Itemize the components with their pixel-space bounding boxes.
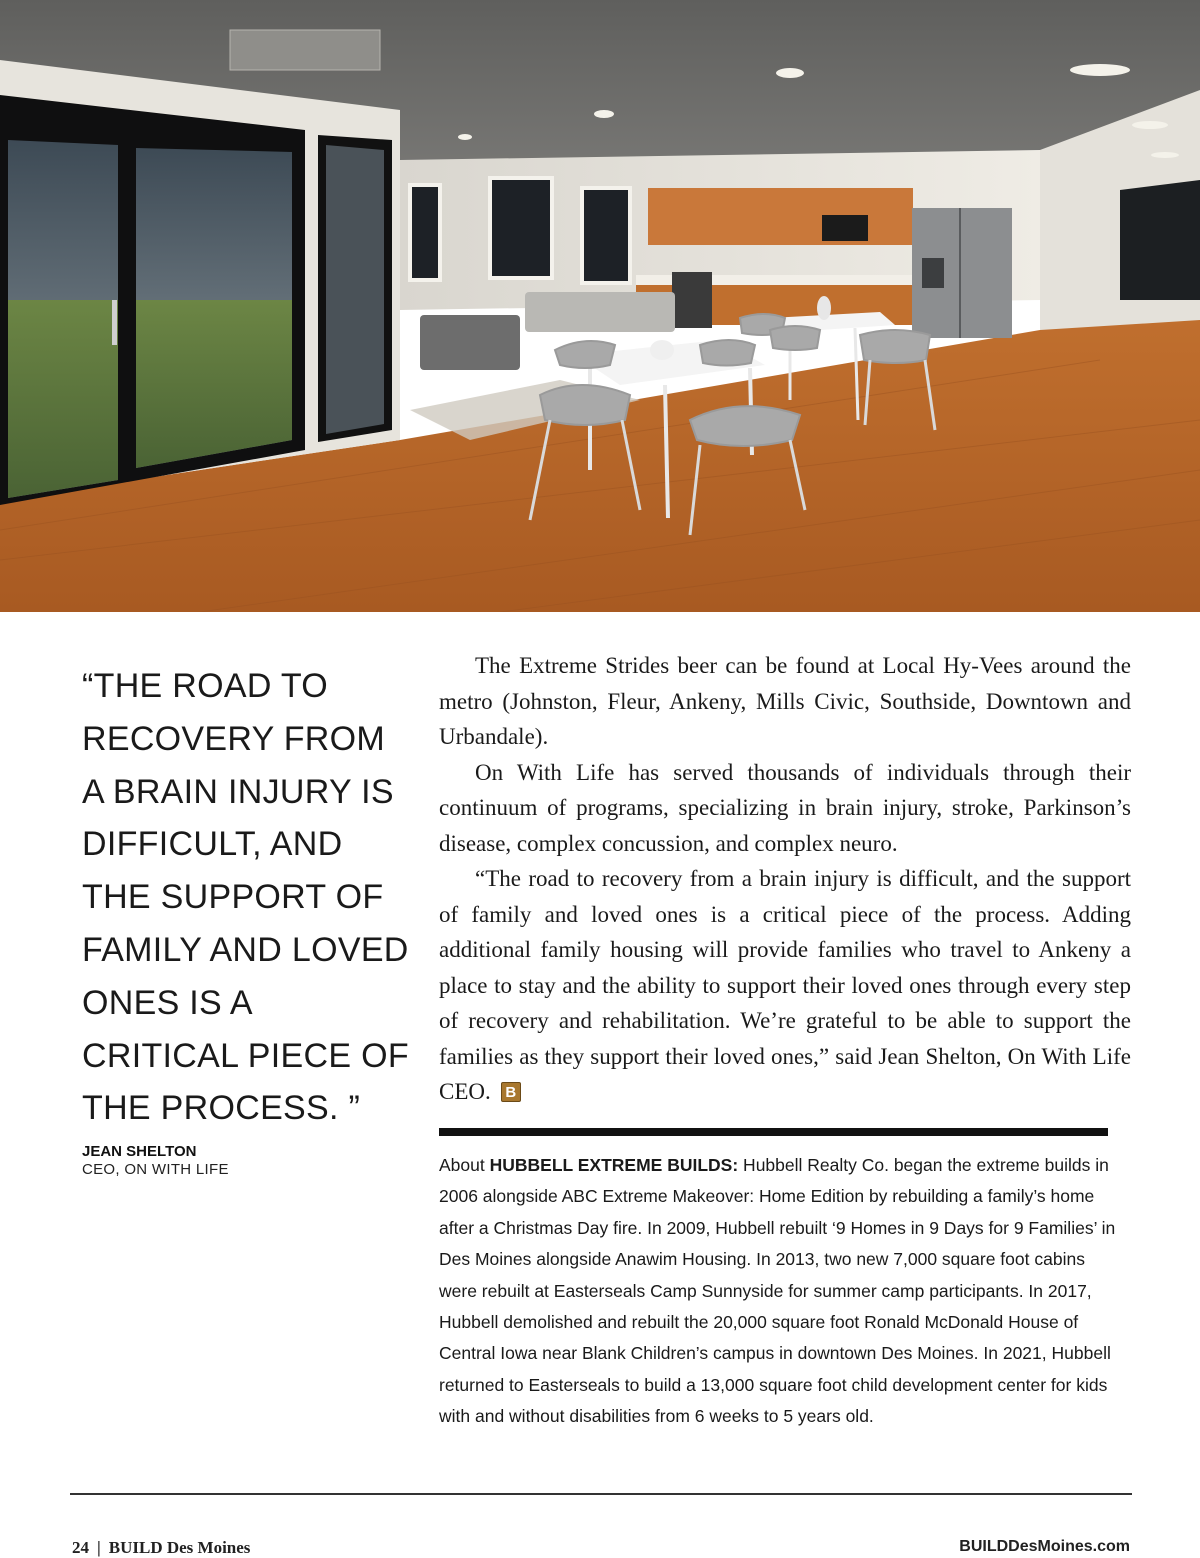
page-number: 24 [72, 1538, 89, 1557]
about-text: Hubbell Realty Co. began the extreme builds in 2006 alongside ABC Extreme Makeover: Home Edition by rebuilding a family’s home after a Christmas Day fire. In 2009, Hubbell rebuilt ‘9 Homes in 9 Days for 9 Families’ in Des Moines alongside Anawim Housing. In 2013, two new 7,000 square foot cabins were rebuilt at Easterseals Camp Sunnyside for summer camp participants. In 2017, Hubbell demolished and rebuilt the 20,000 square foot Ronald McDonald House of Central Iowa near Blank Children’s campus in downtown Des Moines. In 2021, Hubbell returned to Easterseals to build a 13,000 square foot child development center for kids with and without disabilities from 6 weeks to 5 years old. [439, 1155, 1116, 1427]
hero-interior-rendering [0, 0, 1200, 612]
article-body [439, 648, 1131, 1110]
publication-name: BUILD Des Moines [108, 1538, 251, 1557]
footer-folio [72, 1538, 250, 1558]
about-lead: About [439, 1155, 490, 1175]
about-company: HUBBELL EXTREME BUILDS: [489, 1155, 739, 1175]
body-paragraph-text: “The road to recovery from a brain injury is difficult, and the support of family and loved ones is a critical piece of the process. Adding additional family housing will provide families who travel to Ankeny a place to stay and the ability to support their loved ones through every step of recovery and rehabilitation. We’re grateful to be able to support the families as they support their loved ones,” said Jean Shelton, On With Life CEO. [439, 866, 1131, 1104]
footer-separator: | [97, 1538, 101, 1557]
body-paragraph: The Extreme Strides beer can be found at Local Hy-Vees around the metro (Johnston, Fleur, Ankeny, Mills Civic, Southside, Downtown and Urbandale). [439, 653, 1131, 749]
body-paragraph [439, 861, 1131, 1110]
section-divider [439, 1128, 1108, 1136]
pull-quote-column [82, 660, 412, 1179]
quote-attribution-title: CEO, ON WITH LIFE [82, 1161, 229, 1179]
quote-attribution-name: JEAN SHELTON [82, 1143, 197, 1161]
body-paragraph: On With Life has served thousands of individuals through their continuum of programs, specializing in brain injury, stroke, Parkinson’s disease, complex concussion, and complex neuro. [439, 759, 1131, 856]
about-hubbell-box [439, 1150, 1119, 1433]
footer-website: BUILDDesMoines.com [959, 1538, 1130, 1555]
interior-scene [0, 0, 1200, 612]
pull-quote: “THE ROAD TO RECOVERY FROM A BRAIN INJURY IS DIFFICULT, AND THE SUPPORT OF FAMILY AND LOVED ONES IS A CRITICAL PIECE OF THE PROCESS. ” [82, 667, 409, 1128]
footer-divider [70, 1493, 1132, 1495]
end-mark-icon: B [501, 1082, 521, 1102]
